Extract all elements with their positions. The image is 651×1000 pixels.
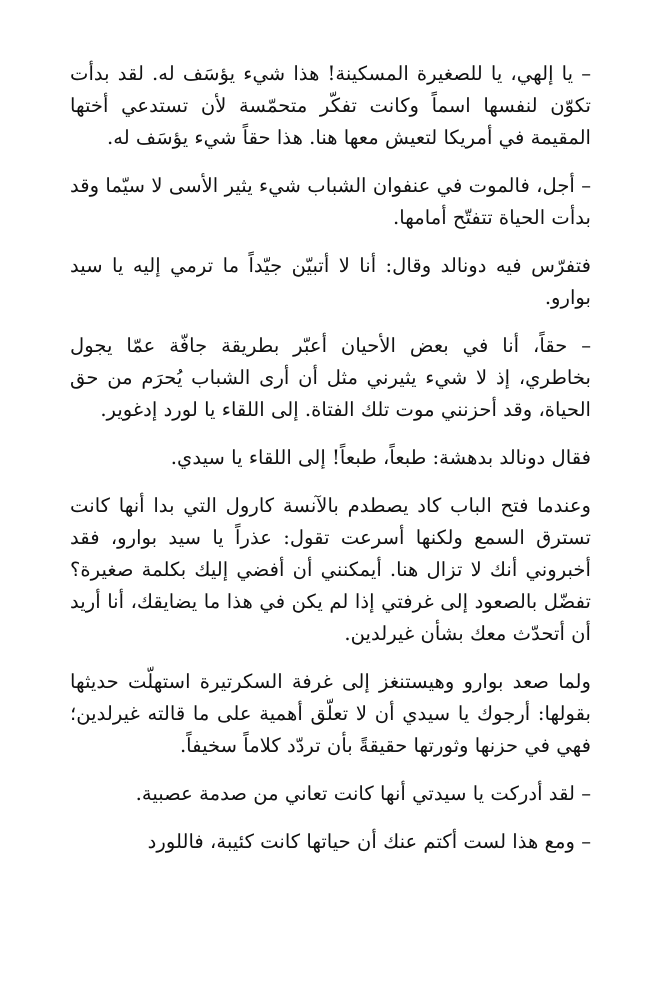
paragraph-3: فتفرّس فيه دونالد وقال: أنا لا أتبيّن جيّداً ما ترمي إليه يا سيد بوارو. — [70, 254, 591, 309]
paragraph-5: فقال دونالد بدهشة: طبعاً، طبعاً! إلى اللقاء يا سيدي. — [170, 446, 591, 469]
paragraph-4: – حقاً، أنا في بعض الأحيان أعبّر بطريقة جافّة عمّا يجول بخاطري، إذ لا شيء يثيرني مثل أن أرى الشباب يُحرَم من حق الحياة، وقد أحزنني موت تلك الفتاة. إلى اللقاء يا لورد إدغوير. — [70, 334, 591, 421]
paragraph-6: وعندما فتح الباب كاد يصطدم بالآنسة كارول التي بدا أنها كانت تسترق السمع ولكنها أسرعت تقول: عذراً يا سيد بوارو، فقد أخبروني أنك لا تزال هنا. أيمكنني أن أفضي إليك بكلمة صغيرة؟ تفضّل بالصعود إلى غرفتي إذا لم يكن في هذا ما يضايقك، أنا أريد أن أتحدّث معك بشأن غيرلدين. — [70, 494, 591, 645]
paragraph-7: ولما صعد بوارو وهيستنغز إلى غرفة السكرتيرة استهلّت حديثها بقولها: أرجوك يا سيدي أن لا تعلّق أهمية على ما قالته غيرلدين؛ فهي في حزنها وثورتها حقيقةً بأن تردّد كلاماً سخيفاً. — [70, 670, 591, 757]
paragraph-1: – يا إلهي، يا للصغيرة المسكينة! هذا شيء يؤسَف له. لقد بدأت تكوّن لنفسها اسماً وكانت تفكّر متحمّسة لأن تستدعي أختها المقيمة في أمريكا لتعيش معها هنا. هذا حقاً شيء يؤسَف له. — [70, 62, 591, 149]
paragraph-2: – أجل، فالموت في عنفوان الشباب شيء يثير الأسى لا سيّما وقد بدأت الحياة تتفتّح أمامها. — [70, 174, 591, 229]
paragraph-8: – لقد أدركت يا سيدتي أنها كانت تعاني من صدمة عصبية. — [135, 782, 591, 805]
paragraph-9: – ومع هذا لست أكتم عنك أن حياتها كانت كئيبة، فاللورد — [147, 830, 591, 853]
